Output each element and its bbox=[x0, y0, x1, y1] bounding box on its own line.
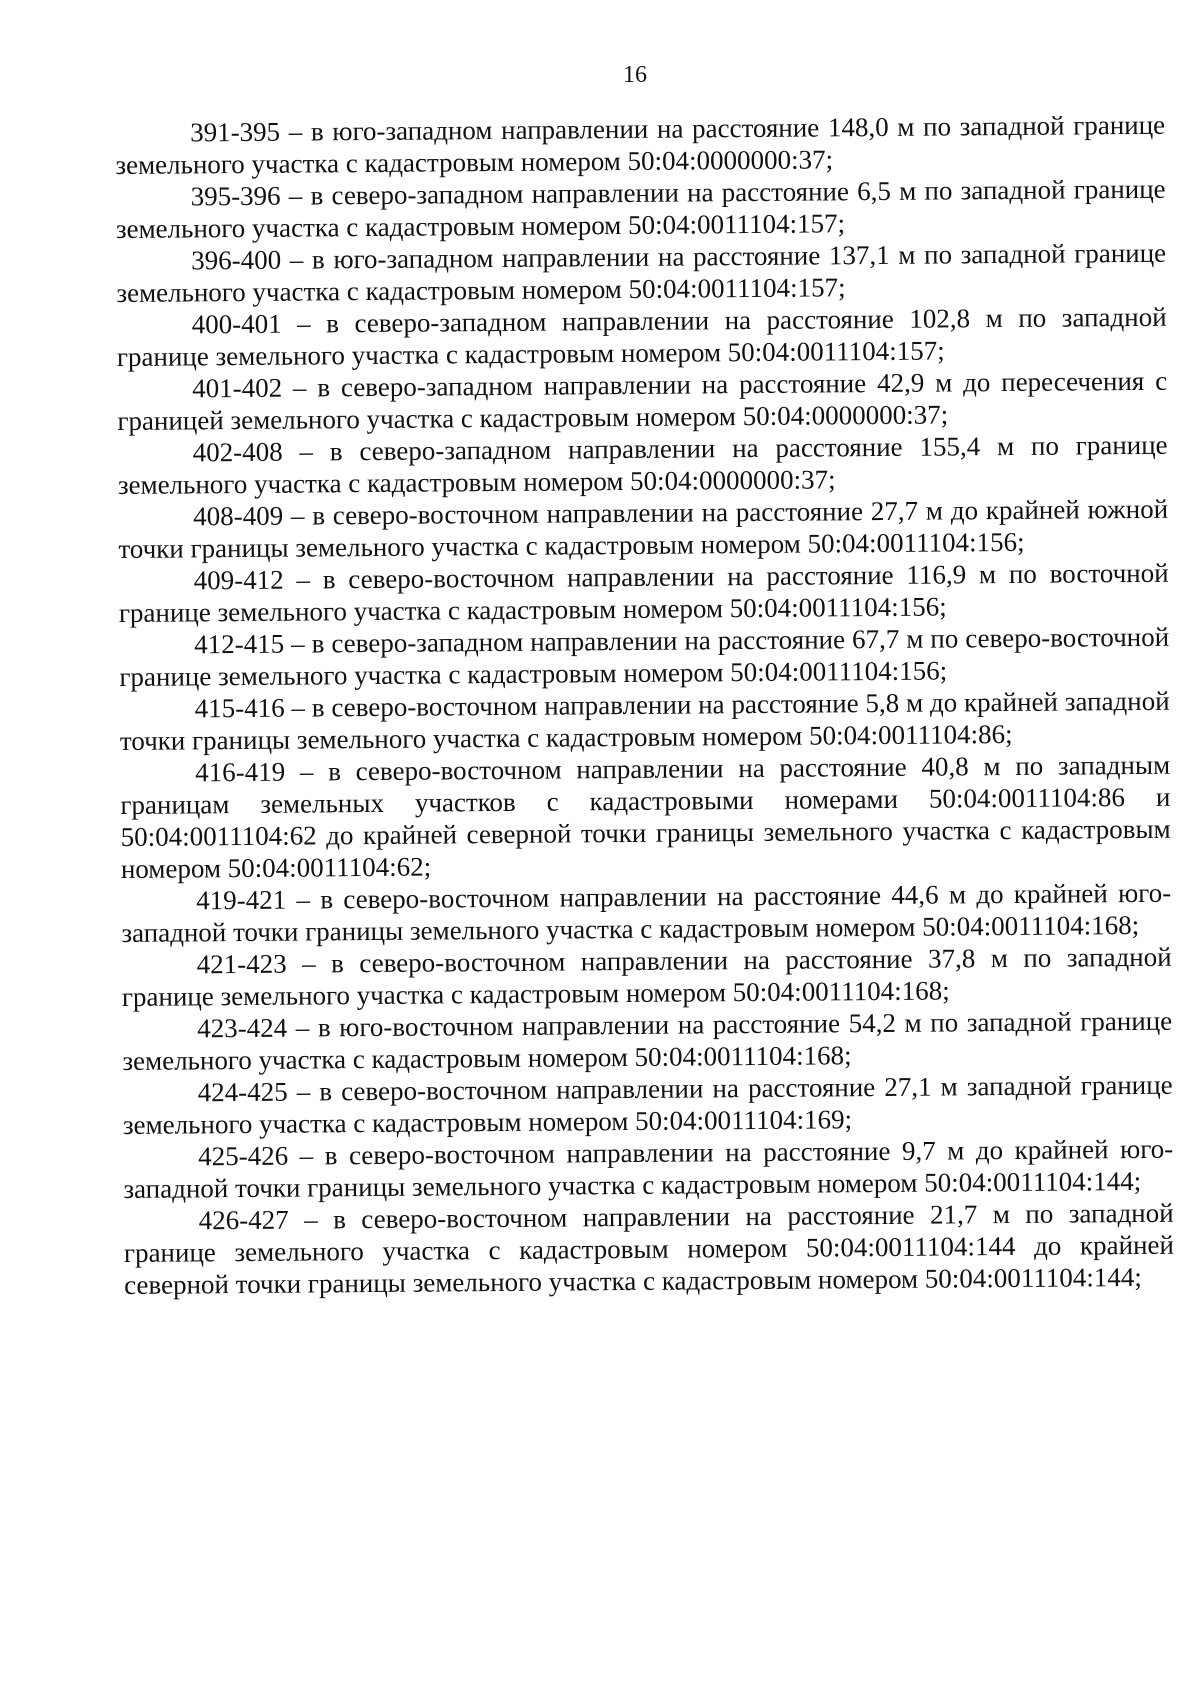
paragraph-text: 423-424 – в юго-восточном направлении на расстояние 54,2 м по западной границе земельного участка с кадастровым номером 50:04:0011104:168; bbox=[122, 1005, 1173, 1076]
paragraph bbox=[121, 877, 1171, 949]
paragraph bbox=[122, 1005, 1172, 1077]
paragraph-text: 424-425 – в северо-восточном направлении на расстояние 27,1 м западной границе земельного участка с кадастровым номером 50:04:0011104:169; bbox=[122, 1069, 1173, 1140]
paragraph bbox=[117, 301, 1167, 373]
paragraph bbox=[123, 1133, 1173, 1205]
paragraph-text: 408-409 – в северо-восточном направлении на расстояние 27,7 м до крайней южной точки границы земельного участка с кадастровым номером 50:04:0011104:156; bbox=[118, 493, 1169, 564]
paragraph-text: 415-416 – в северо-восточном направлении на расстояние 5,8 м до крайней западной точки границы земельного участка с кадастровым номером 50:04:0011104:86; bbox=[119, 685, 1170, 756]
paragraph-text: 401-402 – в северо-западном направлении на расстояние 42,9 м до пересечения с границей земельного участка с кадастровым номером 50:04:0000000:37; bbox=[117, 365, 1168, 436]
paragraph bbox=[116, 173, 1166, 245]
paragraph bbox=[119, 557, 1169, 629]
paragraph-text: 416-419 – в северо-восточном направлении на расстояние 40,8 м по западным границам земельных участков с кадастровыми номерами 50:04:0011104:86 и 50:04:0011104:62 до крайней северной точки границы земельного участка с кадастровым номером 50:04:0011104:62; bbox=[120, 749, 1171, 884]
paragraph-text: 409-412 – в северо-восточном направлении на расстояние 116,9 м по восточной границе земельного участка с кадастровым номером 50:04:0011104:156; bbox=[118, 557, 1169, 628]
paragraph-text: 426-427 – в северо-восточном направлении на расстояние 21,7 м по западной границе земельного участка с кадастровым номером 50:04:0011104:144 до крайней северной точки границы земельного участка с кадастровым номером 50:04:0011104:144; bbox=[123, 1197, 1175, 1300]
boundary-description-text bbox=[115, 109, 1174, 1301]
paragraph-text: 395-396 – в северо-западном направлении на расстояние 6,5 м по западной границе земельного участка с кадастровым номером 50:04:0011104:157; bbox=[115, 173, 1166, 244]
paragraph bbox=[118, 429, 1168, 501]
page-number: 16 bbox=[623, 62, 647, 88]
paragraph bbox=[119, 621, 1169, 693]
paragraph bbox=[118, 493, 1168, 565]
paragraph bbox=[120, 685, 1170, 757]
paragraph bbox=[116, 237, 1166, 309]
paragraph-text: 396-400 – в юго-западном направлении на расстояние 137,1 м по западной границе земельного участка с кадастровым номером 50:04:0011104:157; bbox=[116, 237, 1167, 308]
paragraph bbox=[115, 109, 1165, 181]
paragraph-text: 421-423 – в северо-восточном направлении на расстояние 37,8 м по западной границе земельного участка с кадастровым номером 50:04:0011104:168; bbox=[121, 941, 1172, 1012]
paragraph bbox=[117, 365, 1167, 437]
paragraph bbox=[123, 1069, 1173, 1141]
paragraph bbox=[122, 941, 1172, 1013]
paragraph-text: 391-395 – в юго-западном направлении на расстояние 148,0 м по западной границе земельного участка с кадастровым номером 50:04:0000000:37; bbox=[115, 109, 1166, 180]
paragraph-text: 402-408 – в северо-западном направлении на расстояние 155,4 м по границе земельного участка с кадастровым номером 50:04:0000000:37; bbox=[117, 429, 1168, 500]
paragraph bbox=[120, 749, 1171, 885]
paragraph-text: 419-421 – в северо-восточном направлении на расстояние 44,6 м до крайней юго-западной точки границы земельного участка с кадастровым номером 50:04:0011104:168; bbox=[121, 877, 1172, 948]
paragraph-text: 412-415 – в северо-западном направлении на расстояние 67,7 м по северо-восточной границе земельного участка с кадастровым номером 50:04:0011104:156; bbox=[119, 621, 1170, 692]
paragraph bbox=[124, 1197, 1175, 1301]
paragraph-text: 400-401 – в северо-западном направлении на расстояние 102,8 м по западной границе земельного участка с кадастровым номером 50:04:0011104:157; bbox=[116, 301, 1167, 372]
paragraph-text: 425-426 – в северо-восточном направлении на расстояние 9,7 м до крайней юго-западной точки границы земельного участка с кадастровым номером 50:04:0011104:144; bbox=[123, 1133, 1174, 1204]
